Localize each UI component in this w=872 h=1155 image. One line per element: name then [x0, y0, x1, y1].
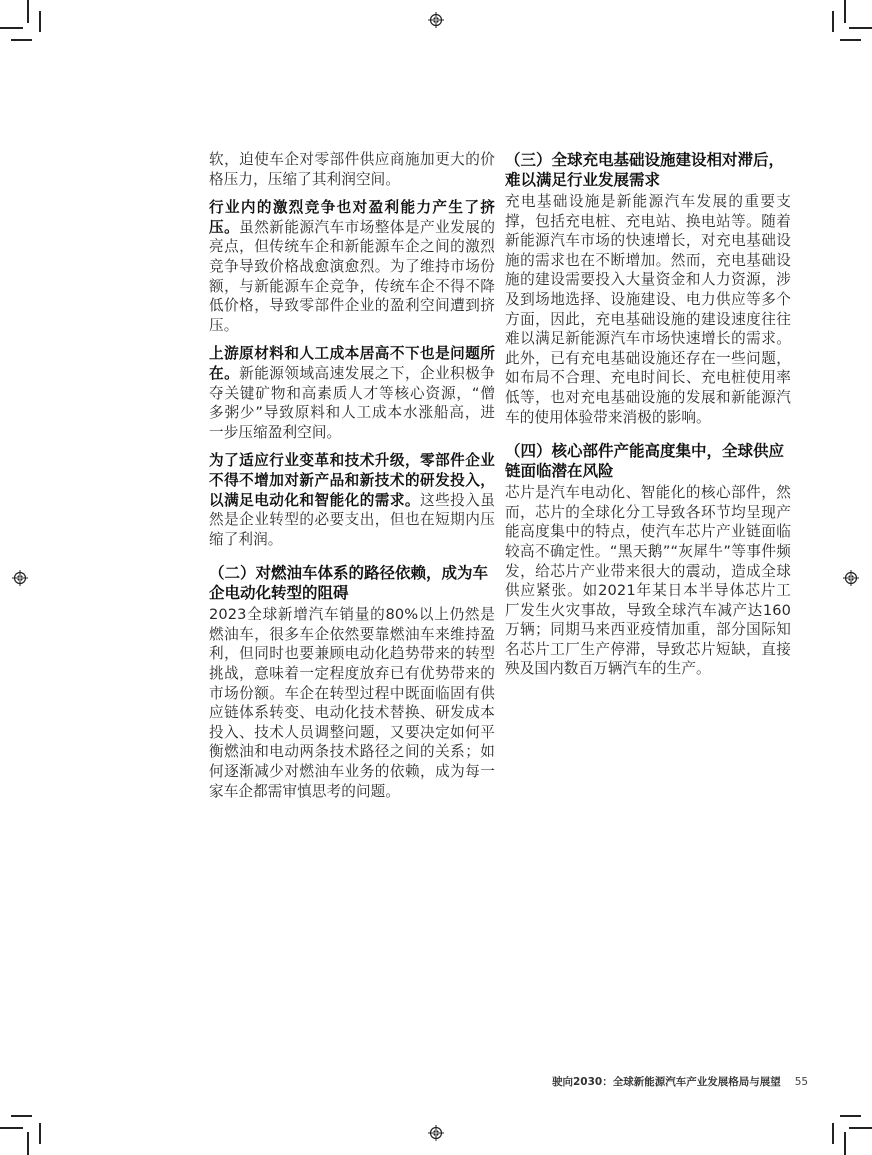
crop-mark — [840, 1115, 861, 1117]
crop-mark — [844, 1132, 846, 1155]
continuation-paragraph: 软，迫使车企对零部件供应商施加更大的价格压力，压缩了其利润空间。 — [209, 151, 495, 188]
section-body: 芯片是汽车电动化、智能化的核心部件，然而，芯片的全球化分工导致各环节均呈现产能高度集中的特点，使汽车芯片产业链面临较高不确定性。“黑天鹅”“灰犀牛”等事件频发，给芯片产业带来很大的震动，造成全球供应紧张。如2021年某日本半导体芯片工厂发生火灾事故，导致全球汽车减产达160万辆；同期马来西亚疫情加重，部分国际知名芯片工厂生产停滞，导致芯片短缺，直接殃及国内数百万辆汽车的生产。 — [505, 484, 791, 678]
section-body: 2023全球新增汽车销量的80%以上仍然是燃油车，很多车企依然要靠燃油车来维持盈利，但同时也要兼顾电动化趋势带来的转型挑战，意味着一定程度放弃已有优势带来的市场份额。车企在转型过程中既面临固有供应链体系转变、电动化技术替换、研发成本投入、技术人员调整问题，又要决定如何平衡燃油和电动两条技术路径之间的关系；如何逐渐减少对燃油车业务的依赖，成为每一家车企都需审慎思考的问题。 — [209, 606, 495, 800]
section-heading: （三）全球充电基础设施建设相对滞后，难以满足行业发展需求 — [505, 151, 785, 189]
paragraph-body: 这些投入虽然是企业转型的必要支出，但也在短期内压缩了利润。 — [209, 491, 495, 548]
section-heading: （二）对燃油车体系的路径依赖，成为车企电动化转型的阻碍 — [209, 564, 489, 603]
crop-mark — [39, 11, 41, 32]
registration-mark-icon — [428, 1125, 444, 1141]
right-column — [505, 150, 791, 688]
crop-mark — [0, 27, 23, 29]
paragraph-lead: 上游原材料和人工成本居高不下也是问题所在。 — [209, 345, 495, 382]
paragraph-lead: 为了适应行业变革和技术升级，零部件企业不得不增加对新产品和新技术的研发投入，以满足电动化和智能化的需求。 — [209, 452, 495, 509]
registration-mark-icon — [12, 570, 28, 586]
crop-mark — [27, 1132, 29, 1155]
paragraph — [209, 451, 495, 549]
crop-mark — [11, 39, 32, 41]
paragraph-body: 新能源领域高速发展之下，企业积极争夺关键矿物和高素质人才等核心资源，“僧多粥少”导致原料和人工成本水涨船高，进一步压缩盈利空间。 — [209, 364, 496, 441]
registration-mark-icon — [843, 570, 859, 586]
paragraph-body: 虽然新能源汽车市场整体是产业发展的亮点，但传统车企和新能源车企之间的激烈竞争导致价格战愈演愈烈。为了维持市场份额，与新能源车企竞争，传统车企不得不降低价格，导致零部件企业的盈利空间遭到挤压。 — [209, 218, 496, 334]
page-number: 55 — [794, 1076, 809, 1088]
crop-mark — [832, 11, 834, 32]
crop-mark — [849, 27, 872, 29]
paragraph-lead: 行业内的激烈竞争也对盈利能力产生了挤压。 — [209, 199, 495, 236]
running-footer — [552, 1074, 808, 1089]
section-body: 充电基础设施是新能源汽车发展的重要支撑，包括充电桩、充电站、换电站等。随着新能源汽车市场的快速增长，对充电基础设施的需求也在不断增加。然而，充电基础设施的建设需要投入大量资金和人力资源，涉及到场地选择、设施建设、电力供应等多个方面，因此，充电基础设施的建设速度往往难以满足新能源汽车市场快速增长的需求。此外，已有充电基础设施还存在一些问题，如布局不合理、充电时间长、充电桩使用率低等，也对充电基础设施的发展和新能源汽车的使用体验带来消极的影响。 — [505, 193, 791, 426]
paragraph — [209, 198, 495, 335]
crop-mark — [844, 0, 846, 23]
left-column — [209, 150, 495, 810]
paragraph — [209, 344, 495, 442]
section-heading: （四）核心部件产能高度集中，全球供应链面临潜在风险 — [505, 442, 785, 481]
crop-mark — [39, 1123, 41, 1144]
crop-mark — [27, 0, 29, 23]
crop-mark — [840, 39, 861, 41]
registration-mark-icon — [428, 12, 444, 28]
crop-mark — [11, 1115, 32, 1117]
footer-title: 驶向2030：全球新能源汽车产业发展格局与展望 — [552, 1076, 781, 1088]
crop-mark — [849, 1127, 872, 1129]
crop-mark — [0, 1127, 23, 1129]
crop-mark — [832, 1123, 834, 1144]
